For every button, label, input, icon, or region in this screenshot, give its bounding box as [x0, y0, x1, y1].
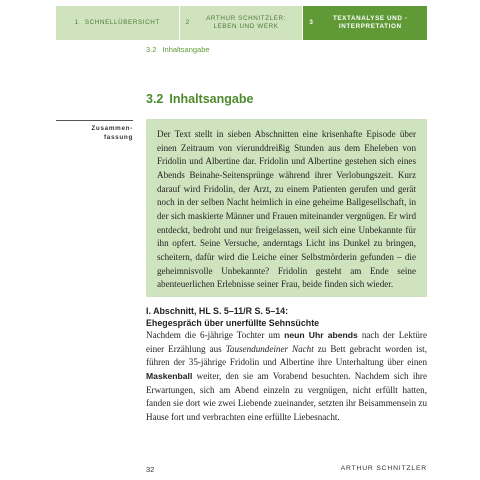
breadcrumb-number: 3.2	[146, 45, 157, 54]
section-heading-line2: Ehegespräch über unerfüllte Sehnsüchte	[146, 318, 320, 328]
body-paragraph	[146, 329, 427, 425]
tab-leben-und-werk[interactable]	[180, 6, 303, 40]
tab-textanalyse-active[interactable]	[303, 6, 427, 40]
tab-number: 3	[309, 19, 314, 26]
tab-number: 1	[74, 19, 79, 26]
running-footer-author: ARTHUR SCHNITZLER	[340, 465, 427, 472]
tab-schnelluebersicht[interactable]	[56, 6, 179, 40]
section-number: 3.2	[146, 92, 164, 106]
margin-label-line1: Zusammen-	[91, 125, 133, 132]
emphasis-time: neun Uhr abends	[284, 330, 358, 340]
tab-label: SCHNELLÜBERSICHT	[84, 19, 160, 26]
body-text-part: Nachdem die 6-jährige Tochter um	[146, 330, 285, 340]
body-text-part: zu Bett gebracht worden ist, führen der 35-jährige Fridolin und Albertine ihre Unterhaltung über einen	[146, 343, 427, 368]
margin-divider	[56, 120, 133, 121]
chapter-tabs	[56, 6, 427, 40]
section-title: Inhaltsangabe	[169, 92, 254, 106]
summary-text: Der Text stellt in sieben Abschnitten eine krisenhafte Episode über einen Zeitraum von vierunddreißig Stunden aus dem Eheleben von Fridolin und Albertine dar. Fridolin und Albertine gestehen sich eines Abends Beinahe-Seitensprünge während ihrer Verlobungszeit. Kurz darauf wird Fridolin, der Arzt, zu einem Patienten gerufen und gerät noch in der selben Nacht heimlich in eine geheime Ballgesellschaft, in der sich maskierte Männer und Frauen miteinander vergnügen. Er wird entdeckt, bedroht und nur freigelassen, weil sich eine Unbekannte für ihn opfert. Seine Versuche, anderntags Licht ins Dunkel zu bringen, scheitern, dafür wird die Leiche einer Selbstmörderin gefunden – die geheimnisvolle Unbekannte? Fridolin gesteht am Ende seine abenteuerlichen Erlebnisse seiner Frau, beide finden sich wieder.	[157, 129, 416, 290]
tab-label: ARTHUR SCHNITZLER: LEBEN UND WERK	[206, 15, 287, 30]
emphasis-maskenball: Maskenball	[146, 370, 193, 381]
tab-label: TEXTANALYSE UND -INTERPRETATION	[332, 15, 408, 30]
breadcrumb	[146, 45, 210, 54]
section-heading-line1: I. Abschnitt, HL S. 5–11/R S. 5–14:	[146, 306, 289, 316]
margin-label	[56, 124, 133, 142]
book-title: Tausendundeiner Nacht	[225, 343, 314, 354]
body-text-part: nach der Lektüre einer Erzählung aus	[146, 330, 427, 354]
breadcrumb-label: Inhaltsangabe	[162, 45, 210, 54]
tab-number: 2	[185, 19, 190, 26]
page-number: 32	[146, 465, 155, 474]
body-text-part: weiter, den sie am Vorabend besuchten. Nachdem sich ihre Erwartungen, sich am Abend einzeln zu vergnügen, nicht erfüllt hatten, fanden sie dort wie zwei Liebende zueinander, setzten ihr Beisammensein zu Hause fort und verbrachten eine erfüllte Liebesnacht.	[146, 370, 427, 422]
margin-label-line2: fassung	[103, 134, 133, 141]
section-heading	[146, 305, 427, 329]
summary-box	[146, 119, 427, 297]
page-title	[146, 92, 253, 106]
